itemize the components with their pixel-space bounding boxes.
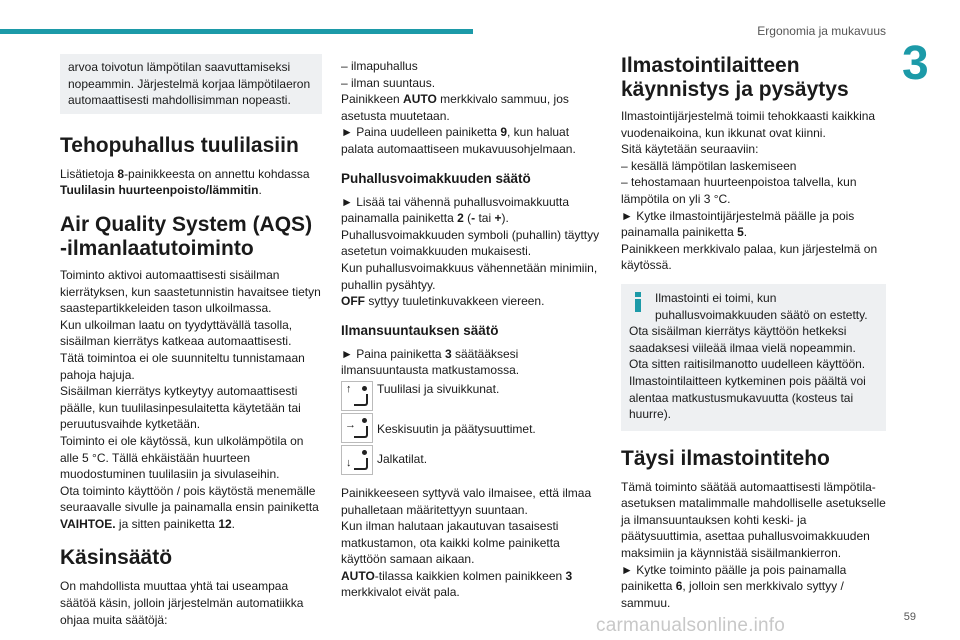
- airflow-option-label: Tuulilasi ja sivuikkunat.: [377, 381, 500, 396]
- paragraph-kasinsaato: On mahdollista muuttaa yhtä tai useampaa säätöä käsin, jolloin järjestelmän automatiikka ohjaa muita säätöjä:: [60, 579, 304, 627]
- heading-kasinsaato: Käsinsäätö: [60, 546, 173, 570]
- heading-aqs: Air Quality System (AQS) -ilmanlaatutoiminto: [60, 212, 313, 260]
- paragraph-puhallus-1: ► Lisää tai vähennä puhallusvoimakkuutta painamalla painiketta 2 (- tai +).: [341, 194, 570, 226]
- header-accent-bar: [0, 29, 473, 34]
- heading-kaynnistys: Ilmastointilaitteen käynnistys ja pysäytys: [621, 54, 849, 101]
- heading-tehopuhallus: Tehopuhallus tuulilasiin: [60, 133, 299, 157]
- list-item: – ilmapuhallus: [341, 59, 418, 73]
- continued-note-box: [60, 54, 322, 114]
- airflow-option-centre: [341, 413, 603, 443]
- paragraph-tehopuhallus: Lisätietoja 8-painikkeesta on annettu kohdassa Tuulilasin huurteenpoisto/lämmitin.: [60, 166, 310, 198]
- list-item: – ilman suuntaus.: [341, 75, 436, 90]
- column-1: [60, 54, 322, 628]
- paragraph-taysi-1: Tämä toiminto säätää automaattisesti lämpötila-asetuksen matalimmalle mahdolliselle asetukselle ja ilmansuuntauksen kohti keski- ja päätysuuttimia, asettaa puhallusvoimakkuuden maksimiin ja käynnistää sisäilmankierron.: [621, 479, 886, 561]
- paragraph-aqs: Toiminto aktivoi automaattisesti sisäilman kierrätyksen, kun saastetunnistin havaitsee tietyn saastepartikkeleiden tason ulkoilmassa. Kun ulkoilman laatu on tyydyttävällä tasolla, sisäilman kierrätys katkeaa automaattisesti. Tätä toimintoa ei ole suunniteltu tunnistamaan pahoja hajuja. Sisäilman kierrätys kytkeytyy automaattisesti päälle, kun tuulilasinpesulaitetta käytetään tai peruutusvaihde kytketään. Toiminto ei ole käytössä, kun ulkolämpötila on alle 5 °C. Tällä ehkäistään huurteen muodostuminen tuulilasiin ja sivulaseihin. Ota toiminto käyttöön / pois käytöstä menemälle seuraavalle sivulle ja painamalla ensin painiketta VAIHTOE. ja sitten painiketta 12.: [60, 267, 321, 531]
- airflow-option-footwell: [341, 445, 603, 475]
- page-number: 59: [903, 611, 916, 623]
- info-text: Ota sisäilman kierrätys käyttöön hetkeksi saadaksesi viileää ilmaa vielä nopeammin. Ota sitten raitisilmanotto uudelleen käyttöön. Ilmastointilaitteen kytkeminen pois päältä voi alentaa matkustusmukavuutta (kosteus tai huurre).: [629, 324, 866, 422]
- paragraph-kaynnistys-3: Painikkeen merkkivalo palaa, kun järjestelmä on käytössä.: [621, 241, 878, 273]
- heading-puhallus: Puhallusvoimakkuuden säätö: [341, 170, 531, 186]
- watermark: carmanualsonline.info: [596, 615, 786, 636]
- airflow-windscreen-icon: ↑: [341, 381, 373, 411]
- airflow-footwell-icon: ↓: [341, 445, 373, 475]
- paragraph-puhallus-2: Puhallusvoimakkuuden symboli (puhallin) täyttyy asetetun voimakkuuden mukaisesti. Kun puhallusvoimakkuus vähennetään minimiin, puhallin pysähtyy.: [341, 227, 600, 292]
- info-box: [621, 284, 886, 431]
- airflow-centre-icon: →: [341, 413, 373, 443]
- airflow-option-windscreen: [341, 381, 603, 411]
- section-title: Ergonomia ja mukavuus: [757, 24, 886, 38]
- heading-suuntaus: Ilmansuuntauksen säätö: [341, 322, 499, 338]
- info-first-text: Ilmastointi ei toimi, kun puhallusvoimakkuuden säätö on estetty.: [655, 290, 868, 322]
- paragraph-kaynnistys-1: Ilmastointijärjestelmä toimii tehokkaasti kaikkina vuodenaikoina, kun ikkunat ovat kiinni. Sitä käytetään seuraaviin: – kesällä lämpötilan laskemiseen – tehostamaan huurteenpoistoa talvella, kun lämpötila on yli 3 °C.: [621, 109, 876, 206]
- column-2: [341, 58, 603, 601]
- paragraph-taysi-2: ► Kytke toiminto päälle ja pois painamalla painiketta 6, jolloin sen merkkivalo syttyy / sammuu.: [621, 562, 847, 610]
- airflow-option-label: Keskisuutin ja päätysuuttimet.: [377, 421, 536, 436]
- paragraph-press-9: ► Paina uudelleen painiketta 9, kun haluat palata automaattiseen mukavuusohjelmaan.: [341, 125, 576, 156]
- info-icon: [631, 292, 645, 312]
- paragraph-auto-off: Painikkeen AUTO merkkivalo sammuu, jos asetusta muutetaan.: [341, 92, 569, 123]
- heading-taysi: Täysi ilmastointiteho: [621, 446, 830, 470]
- paragraph-suuntaus: ► Paina painiketta 3 säätääksesi ilmansuuntausta matkustamossa.: [341, 346, 520, 378]
- airflow-option-label: Jalkatilat.: [377, 451, 428, 466]
- column-3: [621, 54, 886, 611]
- chapter-number: 3: [902, 37, 929, 90]
- continued-note-text: arvoa toivotun lämpötilan saavuttamiseksi nopeammin. Järjestelmä korjaa lämpötilaeron automaattisesti mahdollisimman nopeasti.: [68, 60, 311, 108]
- paragraph-auto-tila: AUTO-tilassa kaikkien kolmen painikkeen 3 merkkivalot eivät pala.: [341, 568, 573, 600]
- paragraph-kaynnistys-2: ► Kytke ilmastointijärjestelmä päälle ja pois painamalla painiketta 5.: [621, 208, 855, 240]
- paragraph-off: OFF syttyy tuuletinkuvakkeen viereen.: [341, 294, 545, 309]
- paragraph-valo: Painikkeeseen syttyvä valo ilmaisee, että ilmaa puhalletaan määritettyyn suuntaan. Kun ilman halutaan jakautuvan tasaisesti matkustamon, ota kaikki kolme painiketta käyttöön samaan aikaan.: [341, 485, 592, 567]
